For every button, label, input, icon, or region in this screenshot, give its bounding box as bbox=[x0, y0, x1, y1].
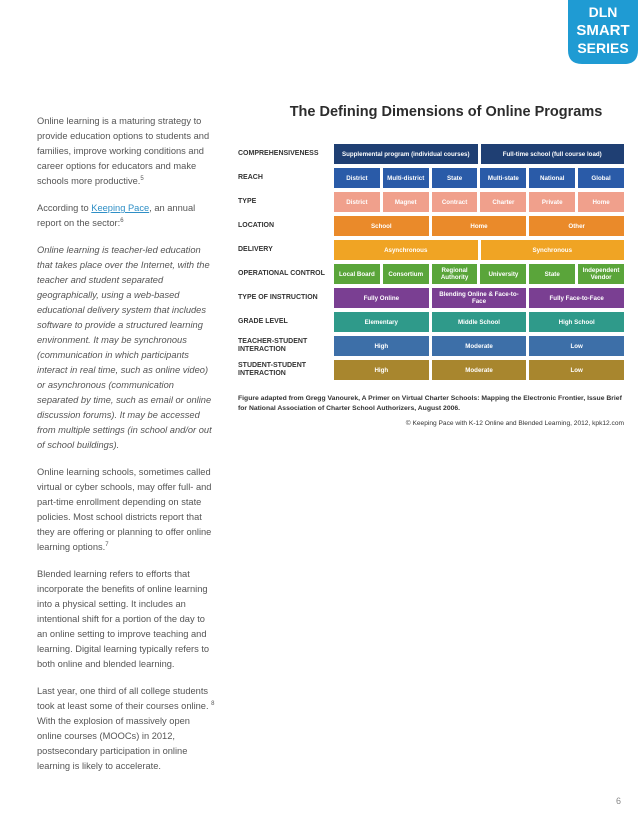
dimension-segment: Multi-district bbox=[383, 168, 429, 188]
paragraph-2: According to Keeping Pace, an annual report on the sector:$^6$ bbox=[37, 203, 196, 228]
dimension-row bbox=[238, 216, 624, 236]
dimension-row bbox=[238, 312, 624, 332]
dimension-segment: Consortium bbox=[383, 264, 429, 284]
dimension-row bbox=[238, 192, 624, 212]
dimension-label: STUDENT-STUDENT INTERACTION bbox=[238, 362, 307, 377]
dimension-segment: Moderate bbox=[432, 360, 527, 380]
paragraph-1: Online learning is a maturing strategy to provide education options to students and families, improve working conditions and career options for educators and make schools more productive.$^5$ bbox=[37, 116, 210, 186]
dimension-segment: Full-time school (full course load) bbox=[481, 144, 625, 164]
dimension-segment: National bbox=[529, 168, 575, 188]
dimension-row bbox=[238, 144, 624, 164]
dimension-segment: District bbox=[334, 168, 380, 188]
body-text-column bbox=[37, 114, 215, 786]
dimension-segment: Charter bbox=[480, 192, 526, 212]
dimension-row bbox=[238, 360, 624, 380]
dimension-bar bbox=[334, 264, 624, 284]
badge-line1: DLN bbox=[588, 4, 618, 20]
page-number: 6 bbox=[615, 796, 621, 806]
dimension-segment: Local Board bbox=[334, 264, 380, 284]
dimension-bar bbox=[334, 192, 624, 212]
dimension-bar bbox=[334, 168, 624, 188]
dimension-segment: High bbox=[334, 336, 429, 356]
dimension-bar bbox=[334, 216, 624, 236]
dimension-segment: State bbox=[529, 264, 575, 284]
figure-caption: Figure adapted from Gregg Vanourek, A Primer on Virtual Charter Schools: Mapping the Electronic Frontier, Issue Brief for National Association of Charter School Authorizers, August 2006. bbox=[238, 395, 622, 412]
dimension-segment: Fully Online bbox=[334, 288, 429, 308]
paragraph-5: Blended learning refers to efforts that incorporate the benefits of online learning into a physical setting. It includes an intentional shift for a portion of the day to an online setting to improve teaching and learning. Digital learning typically refers to both online and blended learning. bbox=[37, 569, 210, 669]
dimension-row bbox=[238, 240, 624, 260]
dimension-segment: Low bbox=[529, 360, 624, 380]
dimension-label: TEACHER-STUDENT INTERACTION bbox=[238, 338, 308, 353]
dimension-segment: Multi-state bbox=[480, 168, 526, 188]
dimension-rows bbox=[238, 144, 624, 380]
dimension-row bbox=[238, 288, 624, 308]
figure-title: The Defining Dimensions of Online Programs bbox=[289, 104, 603, 120]
dimension-label: COMPREHENSIVENESS bbox=[238, 150, 319, 157]
dimension-segment: Magnet bbox=[383, 192, 429, 212]
dimension-bar bbox=[334, 312, 624, 332]
dimension-label: LOCATION bbox=[238, 222, 275, 229]
dimension-label: REACH bbox=[238, 174, 263, 181]
paragraph-6: Last year, one third of all college students took at least some of their courses online. $^8$ With the explosion of massively open online courses (MOOCs) in 2012, postsecondary participation in online learning is likely to accelerate. bbox=[37, 686, 215, 771]
dimension-segment: Home bbox=[432, 216, 527, 236]
paragraph-4: Online learning schools, sometimes called virtual or cyber schools, may offer full- and part-time enrollment depending on state policies. Most school districts report that they are offering or planning to offer online learning options.$^7$ bbox=[37, 467, 212, 552]
dimension-label: GRADE LEVEL bbox=[238, 318, 288, 325]
dimension-segment: Moderate bbox=[432, 336, 527, 356]
dimension-segment: Synchronous bbox=[481, 240, 625, 260]
dimension-segment: Independent Vendor bbox=[578, 264, 624, 284]
dimension-segment: Other bbox=[529, 216, 624, 236]
dimension-segment: Regional Authority bbox=[432, 264, 478, 284]
dimension-segment: Blending Online & Face-to-Face bbox=[432, 288, 527, 308]
dimension-segment: High bbox=[334, 360, 429, 380]
dimension-segment: Supplemental program (individual courses) bbox=[334, 144, 478, 164]
dimension-segment: Low bbox=[529, 336, 624, 356]
figure-copyright: © Keeping Pace with K-12 Online and Blended Learning, 2012, kpk12.com bbox=[405, 420, 624, 427]
dimension-bar bbox=[334, 144, 624, 164]
dimension-segment: Elementary bbox=[334, 312, 429, 332]
dimension-bar bbox=[334, 240, 624, 260]
dimension-segment: Home bbox=[578, 192, 624, 212]
dimension-segment: High School bbox=[529, 312, 624, 332]
keeping-pace-link[interactable]: Keeping Pace bbox=[91, 203, 150, 213]
dimension-label: OPERATIONAL CONTROL bbox=[238, 270, 325, 277]
badge-line3: SERIES bbox=[577, 40, 629, 56]
dimension-row bbox=[238, 168, 624, 188]
dimension-segment: Global bbox=[578, 168, 624, 188]
dimension-label: DELIVERY bbox=[238, 246, 273, 253]
dimension-label: TYPE bbox=[238, 198, 257, 205]
dimension-segment: School bbox=[334, 216, 429, 236]
dimensions-figure bbox=[238, 104, 624, 427]
dimension-bar bbox=[334, 288, 624, 308]
dimension-row bbox=[238, 336, 624, 356]
dimension-segment: Asynchronous bbox=[334, 240, 478, 260]
dimension-segment: Private bbox=[529, 192, 575, 212]
dimension-label: TYPE OF INSTRUCTION bbox=[238, 294, 318, 301]
dimension-segment: University bbox=[480, 264, 526, 284]
dimension-bar bbox=[334, 336, 624, 356]
dimension-segment: Fully Face-to-Face bbox=[529, 288, 624, 308]
dimension-segment: Middle School bbox=[432, 312, 527, 332]
dln-smart-series-badge bbox=[562, 0, 638, 64]
dimension-segment: State bbox=[432, 168, 478, 188]
dimension-segment: Contract bbox=[432, 192, 478, 212]
definition-quote: Online learning is teacher-led education that takes place over the Internet, with the teacher and student separated geographically, using a web-based educational delivery system that includes software to provide a structured learning environment. It may be synchronous (communication in which participants interact in real time, such as online video) or asynchronous (communication separated by time, such as email or online discussion forums). It may be accessed from multiple settings (in school and/or out of school buildings). bbox=[37, 245, 212, 450]
dimension-segment: District bbox=[334, 192, 380, 212]
dimension-bar bbox=[334, 360, 624, 380]
dimension-row bbox=[238, 264, 624, 284]
badge-line2: SMART bbox=[576, 22, 630, 39]
